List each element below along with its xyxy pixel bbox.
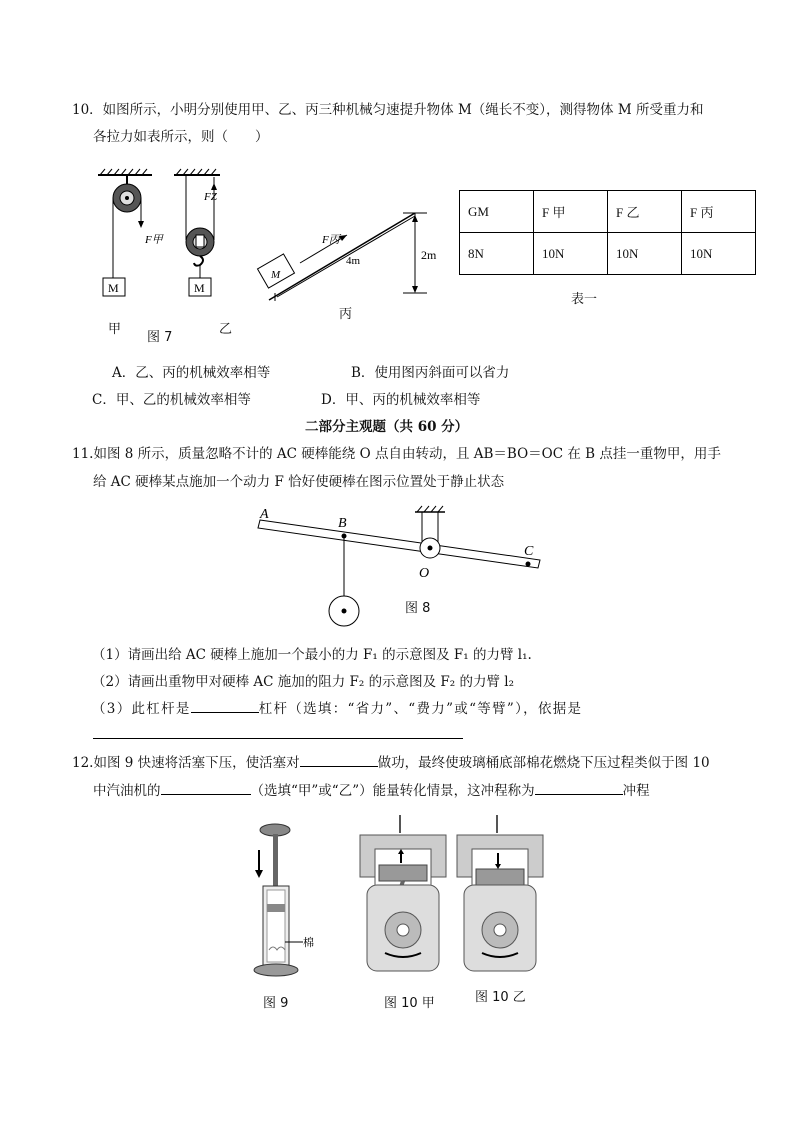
- fig10-jia-caption: 图 10 甲: [384, 996, 435, 1011]
- table-cell: 10N: [682, 233, 756, 275]
- q12-line1: [72, 752, 710, 772]
- table-cell: 8N: [460, 233, 534, 275]
- q11-sub1: （1）请画出给 AC 硬棒上施加一个最小的力 F₁ 的示意图及 F₁ 的力臂 l₁.: [92, 647, 532, 663]
- base-stand: [254, 964, 298, 976]
- point-a-label: A: [260, 507, 269, 522]
- q11-sub3: [92, 698, 582, 718]
- engine-jia-figure: [355, 815, 450, 980]
- ceiling-hatch-left: [98, 169, 152, 175]
- q12-part1: 12.如图 9 快速将活塞下压，使活塞对: [72, 755, 300, 771]
- label-bing: 丙: [339, 307, 353, 322]
- q11-line1: 11.如图 8 所示，质量忽略不计的 AC 硬棒能绕 O 点自由转动，且 AB＝BO＝OC 在 B 点挂一重物甲，用手: [72, 446, 721, 462]
- mass-label-bing: M: [271, 269, 281, 281]
- table-header-row: [460, 191, 756, 233]
- table-cell: 10N: [534, 233, 608, 275]
- work-object-blank[interactable]: [300, 752, 378, 767]
- table-row: [460, 233, 756, 275]
- label-jia: 甲: [108, 322, 122, 337]
- f-yi-label: FZ: [204, 191, 217, 203]
- option-a[interactable]: A．乙、丙的机械效率相等: [112, 365, 271, 381]
- option-b[interactable]: B．使用图丙斜面可以省力: [351, 365, 510, 381]
- engine-choice-blank[interactable]: [161, 780, 251, 795]
- engine-yi-figure: [452, 815, 547, 980]
- label-yi: 乙: [219, 322, 233, 337]
- q12-part2: 做功，最终使玻璃桶底部棉花燃烧下压过程类似于图 10: [377, 755, 710, 771]
- pivot-point: [428, 546, 433, 551]
- cotton-label: 棉: [303, 937, 314, 949]
- reason-blank[interactable]: [93, 738, 463, 739]
- q12-part4: （选填“甲”或“乙”）能量转化情景，这冲程称为: [250, 783, 535, 799]
- q10-line1: 10．如图所示，小明分别使用甲、乙、丙三种机械匀速提升物体 M（绳长不变），测得物体 M 所受重力和: [72, 102, 704, 118]
- q12-part5: 冲程: [622, 783, 650, 799]
- lever-type-blank[interactable]: [191, 698, 259, 713]
- table-cell: 10N: [608, 233, 682, 275]
- fig8-caption: 图 8: [405, 601, 431, 616]
- q11-line2: 给 AC 硬棒某点施加一个动力 F 恰好使硬棒在图示位置处于静止状态: [93, 474, 505, 490]
- point-c-label: C: [524, 544, 534, 559]
- mass-label-jia: M: [108, 281, 119, 295]
- compression-cylinder-figure: [245, 820, 335, 985]
- fig9-caption: 图 9: [263, 996, 289, 1011]
- mass-label-yi: M: [194, 281, 205, 295]
- q11-sub3-part2: 杠杆（选填：“省力”、“费力”或“等臂”），依据是: [258, 701, 583, 717]
- table-caption: 表一: [571, 292, 598, 307]
- down-arrow-icon: [255, 870, 263, 878]
- force-table: [459, 190, 756, 275]
- fig7-caption: 图 7: [147, 330, 173, 345]
- section-title: 二部分主观题（共 60 分）: [305, 419, 469, 435]
- q12-part3: 中汽油机的: [93, 783, 161, 799]
- table-header-cell: F 丙: [682, 191, 756, 233]
- table-header-cell: GM: [460, 191, 534, 233]
- f-bing-label: F丙: [322, 234, 340, 246]
- option-c[interactable]: C．甲、乙的机械效率相等: [92, 392, 251, 408]
- option-d[interactable]: D．甲、丙的机械效率相等: [321, 392, 481, 408]
- table-header-cell: F 甲: [534, 191, 608, 233]
- lever-rod: [258, 520, 540, 568]
- height-2m-label: 2m: [421, 248, 437, 262]
- point-o-label: O: [419, 566, 430, 581]
- q12-line2: [93, 780, 650, 800]
- fig10-yi-caption: 图 10 乙: [475, 990, 526, 1005]
- stroke-name-blank[interactable]: [535, 780, 623, 795]
- ceiling-hatch-right: [174, 169, 220, 175]
- table-header-cell: F 乙: [608, 191, 682, 233]
- lever-figure: [250, 500, 550, 635]
- f-jia-label: F甲: [145, 234, 163, 246]
- length-4m-label: 4m: [346, 255, 361, 267]
- q10-line2: 各拉力如表所示，则（ ）: [93, 129, 269, 145]
- point-b-label: B: [338, 516, 347, 531]
- q11-sub2: （2）请画出重物甲对硬棒 AC 施加的阻力 F₂ 的示意图及 F₂ 的力臂 l₂: [92, 674, 514, 690]
- q11-sub3-part1: （3）此杠杆是: [92, 701, 191, 717]
